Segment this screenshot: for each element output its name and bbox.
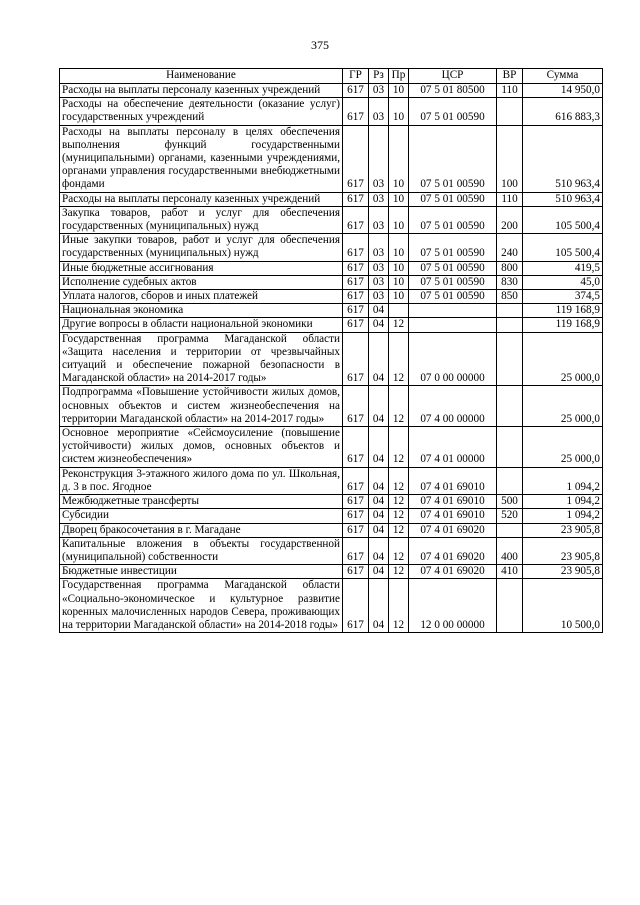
cell-gr: 617	[343, 523, 369, 537]
page-number: 375	[311, 38, 329, 52]
cell-csr: 07 4 01 69010	[409, 467, 497, 494]
cell-gr: 617	[343, 467, 369, 494]
cell-pr: 12	[389, 386, 409, 427]
table-row	[60, 318, 603, 332]
cell-pr: 10	[389, 261, 409, 275]
cell-pr: 10	[389, 98, 409, 125]
cell-vr: 400	[497, 537, 523, 564]
cell-vr: 830	[497, 275, 523, 289]
cell-gr: 617	[343, 192, 369, 206]
cell-gr: 617	[343, 290, 369, 304]
cell-name: Подпрограмма «Повышение устойчивости жилых домов, основных объектов и систем жизнеобеспечения на территории Магаданской области» на 2014-2017 годы»	[60, 386, 343, 427]
cell-rz: 04	[369, 495, 389, 509]
cell-name: Расходы на обеспечение деятельности (оказание услуг) государственных учреждений	[60, 98, 343, 125]
cell-csr: 07 0 00 00000	[409, 332, 497, 386]
cell-csr: 07 4 00 00000	[409, 386, 497, 427]
cell-pr: 10	[389, 206, 409, 233]
cell-sum: 616 883,3	[523, 98, 603, 125]
table-row	[60, 523, 603, 537]
cell-rz: 04	[369, 537, 389, 564]
cell-name: Бюджетные инвестиции	[60, 565, 343, 579]
cell-vr	[497, 427, 523, 468]
cell-name: Основное мероприятие «Сейсмоусиление (повышение устойчивости) жилых домов, основных объектов и систем жизнеобеспечения»	[60, 427, 343, 468]
cell-rz: 03	[369, 261, 389, 275]
table-row	[60, 290, 603, 304]
cell-sum: 1 094,2	[523, 495, 603, 509]
cell-name: Другие вопросы в области национальной экономики	[60, 318, 343, 332]
cell-csr: 07 5 01 00590	[409, 290, 497, 304]
cell-vr: 240	[497, 234, 523, 261]
cell-csr: 07 5 01 00590	[409, 98, 497, 125]
cell-sum: 419,5	[523, 261, 603, 275]
cell-sum: 14 950,0	[523, 84, 603, 98]
cell-gr: 617	[343, 98, 369, 125]
cell-pr: 12	[389, 537, 409, 564]
cell-pr	[389, 304, 409, 318]
cell-pr: 12	[389, 579, 409, 633]
cell-rz: 04	[369, 467, 389, 494]
cell-rz: 04	[369, 523, 389, 537]
cell-sum: 25 000,0	[523, 427, 603, 468]
cell-gr: 617	[343, 537, 369, 564]
cell-vr: 410	[497, 565, 523, 579]
table-row	[60, 467, 603, 494]
cell-sum: 25 000,0	[523, 386, 603, 427]
cell-pr: 12	[389, 427, 409, 468]
cell-rz: 04	[369, 565, 389, 579]
cell-vr: 800	[497, 261, 523, 275]
cell-name: Государственная программа Магаданской области «Социально-экономическое и культурное развитие коренных малочисленных народов Севера, проживающих на территории Магаданской области» на 2014-2018 годы»	[60, 579, 343, 633]
header-sum: Сумма	[523, 69, 603, 84]
cell-name: Дворец бракосочетания в г. Магадане	[60, 523, 343, 537]
table-row	[60, 427, 603, 468]
cell-csr: 07 5 01 00590	[409, 206, 497, 233]
cell-gr: 617	[343, 84, 369, 98]
cell-gr: 617	[343, 234, 369, 261]
cell-gr: 617	[343, 261, 369, 275]
table-row	[60, 261, 603, 275]
cell-rz: 03	[369, 98, 389, 125]
cell-rz: 03	[369, 84, 389, 98]
table-row	[60, 537, 603, 564]
cell-pr: 10	[389, 234, 409, 261]
cell-gr: 617	[343, 386, 369, 427]
cell-rz: 04	[369, 304, 389, 318]
cell-vr	[497, 467, 523, 494]
cell-gr: 617	[343, 318, 369, 332]
table-row	[60, 386, 603, 427]
cell-csr: 07 5 01 00590	[409, 234, 497, 261]
header-vr: ВР	[497, 69, 523, 84]
cell-vr	[497, 523, 523, 537]
cell-name: Расходы на выплаты персоналу казенных учреждений	[60, 84, 343, 98]
cell-sum: 25 000,0	[523, 332, 603, 386]
cell-csr: 07 4 01 00000	[409, 427, 497, 468]
table-row	[60, 234, 603, 261]
cell-pr: 12	[389, 565, 409, 579]
table-row	[60, 275, 603, 289]
table-row	[60, 579, 603, 633]
table-row	[60, 332, 603, 386]
table-row	[60, 84, 603, 98]
table-row	[60, 125, 603, 192]
cell-name: Уплата налогов, сборов и иных платежей	[60, 290, 343, 304]
cell-csr: 12 0 00 00000	[409, 579, 497, 633]
cell-name: Государственная программа Магаданской области «Защита населения и территории от чрезвычайных ситуаций и обеспечение пожарной безопасности в Магаданской области» на 2014-2017 годы»	[60, 332, 343, 386]
cell-sum: 23 905,8	[523, 537, 603, 564]
cell-pr: 10	[389, 192, 409, 206]
cell-csr: 07 4 01 69020	[409, 523, 497, 537]
cell-gr: 617	[343, 304, 369, 318]
cell-pr: 12	[389, 318, 409, 332]
cell-rz: 03	[369, 206, 389, 233]
cell-gr: 617	[343, 509, 369, 523]
cell-name: Национальная экономика	[60, 304, 343, 318]
cell-pr: 12	[389, 509, 409, 523]
cell-rz: 04	[369, 318, 389, 332]
cell-vr: 520	[497, 509, 523, 523]
cell-vr	[497, 332, 523, 386]
cell-csr: 07 4 01 69010	[409, 509, 497, 523]
cell-vr: 110	[497, 84, 523, 98]
cell-csr: 07 5 01 00590	[409, 192, 497, 206]
cell-pr: 12	[389, 332, 409, 386]
cell-vr: 500	[497, 495, 523, 509]
cell-rz: 03	[369, 192, 389, 206]
header-gr: ГР	[343, 69, 369, 84]
cell-name: Иные бюджетные ассигнования	[60, 261, 343, 275]
cell-sum: 105 500,4	[523, 234, 603, 261]
cell-vr	[497, 304, 523, 318]
cell-pr: 12	[389, 467, 409, 494]
cell-gr: 617	[343, 206, 369, 233]
header-csr: ЦСР	[409, 69, 497, 84]
cell-rz: 04	[369, 427, 389, 468]
cell-gr: 617	[343, 565, 369, 579]
cell-pr: 10	[389, 275, 409, 289]
cell-sum: 105 500,4	[523, 206, 603, 233]
cell-rz: 03	[369, 275, 389, 289]
cell-sum: 23 905,8	[523, 565, 603, 579]
cell-name: Иные закупки товаров, работ и услуг для обеспечения государственных (муниципальных) нужд	[60, 234, 343, 261]
cell-vr	[497, 579, 523, 633]
cell-name: Исполнение судебных актов	[60, 275, 343, 289]
table-row	[60, 206, 603, 233]
cell-vr	[497, 318, 523, 332]
cell-sum: 510 963,4	[523, 125, 603, 192]
cell-vr: 850	[497, 290, 523, 304]
table-row	[60, 304, 603, 318]
cell-vr	[497, 98, 523, 125]
cell-sum: 374,5	[523, 290, 603, 304]
budget-table	[59, 68, 603, 633]
cell-csr	[409, 318, 497, 332]
cell-vr	[497, 386, 523, 427]
cell-gr: 617	[343, 332, 369, 386]
table-row	[60, 565, 603, 579]
cell-sum: 1 094,2	[523, 467, 603, 494]
cell-rz: 03	[369, 290, 389, 304]
cell-csr: 07 4 01 69010	[409, 495, 497, 509]
cell-name: Реконструкция 3-этажного жилого дома по ул. Школьная, д. 3 в пос. Ягодное	[60, 467, 343, 494]
cell-csr: 07 5 01 00590	[409, 261, 497, 275]
cell-sum: 510 963,4	[523, 192, 603, 206]
cell-csr	[409, 304, 497, 318]
table-header-row	[60, 69, 603, 84]
cell-gr: 617	[343, 495, 369, 509]
header-rz: Рз	[369, 69, 389, 84]
cell-pr: 10	[389, 125, 409, 192]
cell-name: Расходы на выплаты персоналу казенных учреждений	[60, 192, 343, 206]
header-name: Наименование	[60, 69, 343, 84]
cell-rz: 04	[369, 386, 389, 427]
cell-pr: 12	[389, 495, 409, 509]
cell-name: Капитальные вложения в объекты государственной (муниципальной) собственности	[60, 537, 343, 564]
cell-pr: 10	[389, 84, 409, 98]
cell-name: Межбюджетные трансферты	[60, 495, 343, 509]
cell-rz: 04	[369, 579, 389, 633]
cell-csr: 07 5 01 80500	[409, 84, 497, 98]
cell-pr: 12	[389, 523, 409, 537]
cell-sum: 10 500,0	[523, 579, 603, 633]
cell-rz: 03	[369, 125, 389, 192]
cell-sum: 119 168,9	[523, 304, 603, 318]
cell-sum: 45,0	[523, 275, 603, 289]
table-row	[60, 509, 603, 523]
cell-vr: 110	[497, 192, 523, 206]
cell-csr: 07 4 01 69020	[409, 565, 497, 579]
cell-gr: 617	[343, 275, 369, 289]
header-pr: Пр	[389, 69, 409, 84]
cell-pr: 10	[389, 290, 409, 304]
table-row	[60, 192, 603, 206]
cell-vr: 200	[497, 206, 523, 233]
cell-gr: 617	[343, 427, 369, 468]
cell-name: Субсидии	[60, 509, 343, 523]
table-row	[60, 495, 603, 509]
cell-sum: 1 094,2	[523, 509, 603, 523]
cell-rz: 03	[369, 234, 389, 261]
cell-sum: 119 168,9	[523, 318, 603, 332]
cell-gr: 617	[343, 125, 369, 192]
table-row	[60, 98, 603, 125]
cell-vr: 100	[497, 125, 523, 192]
cell-csr: 07 4 01 69020	[409, 537, 497, 564]
cell-sum: 23 905,8	[523, 523, 603, 537]
cell-csr: 07 5 01 00590	[409, 275, 497, 289]
cell-gr: 617	[343, 579, 369, 633]
cell-csr: 07 5 01 00590	[409, 125, 497, 192]
cell-name: Расходы на выплаты персоналу в целях обеспечения выполнения функций государственными (муниципальными) органами, казенными учреждениями, органами управления государственными внебюджетными фондами	[60, 125, 343, 192]
cell-rz: 04	[369, 332, 389, 386]
cell-name: Закупка товаров, работ и услуг для обеспечения государственных (муниципальных) нужд	[60, 206, 343, 233]
cell-rz: 04	[369, 509, 389, 523]
